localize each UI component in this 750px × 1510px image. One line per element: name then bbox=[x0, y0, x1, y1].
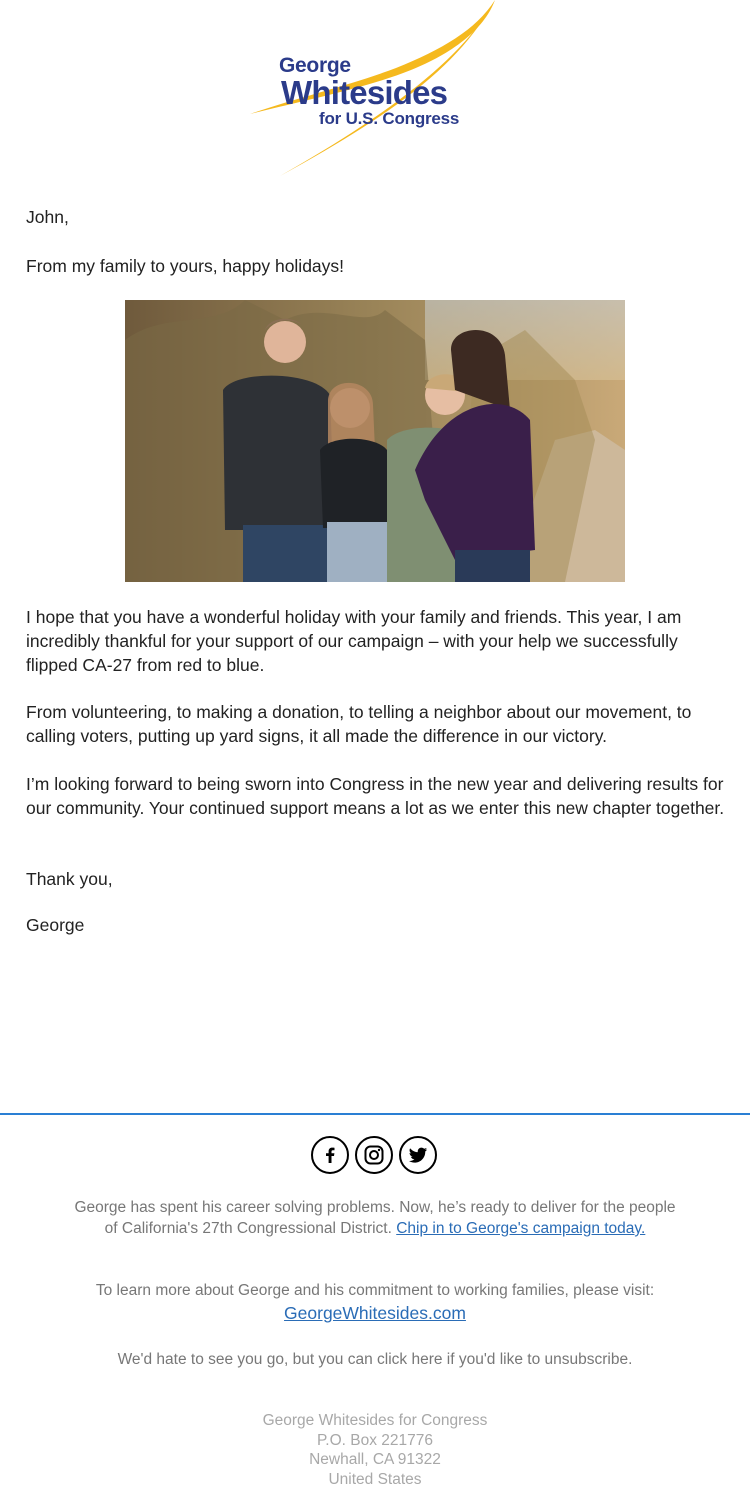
footer-address bbox=[175, 1411, 575, 1489]
address-po-box: P.O. Box 221776 bbox=[316, 1431, 434, 1449]
footer-divider bbox=[0, 1113, 750, 1115]
logo-tagline: for U.S. Congress bbox=[319, 109, 460, 128]
closing-line: Thank you, bbox=[26, 869, 113, 889]
greeting: John, bbox=[26, 207, 69, 227]
footer-learn-more bbox=[70, 1280, 680, 1325]
paragraph-congress: I’m looking forward to being sworn into Congress in the new year and delivering results for our community. Your continued support means a lot as we enter this new chapter together. bbox=[26, 774, 725, 818]
footer-about bbox=[70, 1197, 680, 1239]
logo-last-name: Whitesides bbox=[281, 74, 448, 111]
address-country: United States bbox=[328, 1470, 422, 1488]
chip-in-link[interactable]: Chip in to George's campaign today. bbox=[396, 1220, 646, 1237]
facebook-icon[interactable] bbox=[311, 1136, 349, 1174]
address-city: Newhall, CA 91322 bbox=[309, 1451, 441, 1468]
footer-learn-text: To learn more about George and his commitment to working families, please visit: bbox=[95, 1282, 655, 1299]
footer-about-text: George has spent his career solving problems. Now, he’s ready to deliver for the people of California's 27th Congressional District. bbox=[74, 1199, 676, 1237]
unsubscribe-link[interactable]: We'd hate to see you go, but you can click here if you'd like to unsubscribe. bbox=[117, 1351, 633, 1368]
website-link[interactable]: GeorgeWhitesides.com bbox=[284, 1303, 466, 1323]
family-photo bbox=[125, 300, 625, 582]
intro-line: From my family to yours, happy holidays! bbox=[26, 256, 345, 276]
instagram-icon[interactable] bbox=[355, 1136, 393, 1174]
campaign-logo bbox=[246, 0, 506, 180]
signature: George bbox=[26, 915, 85, 935]
logo-first-name: George bbox=[279, 54, 351, 77]
twitter-icon[interactable] bbox=[399, 1136, 437, 1174]
paragraph-thanks: I hope that you have a wonderful holiday with your family and friends. This year, I am incredibly thankful for your support of our campaign – with your help we successfully flipped CA-27 from red to blue. bbox=[26, 607, 682, 675]
address-org: George Whitesides for Congress bbox=[262, 1412, 488, 1429]
paragraph-volunteering: From volunteering, to making a donation, to telling a neighbor about our movement, to calling voters, putting up yard signs, it all made the difference in our victory. bbox=[26, 702, 692, 746]
